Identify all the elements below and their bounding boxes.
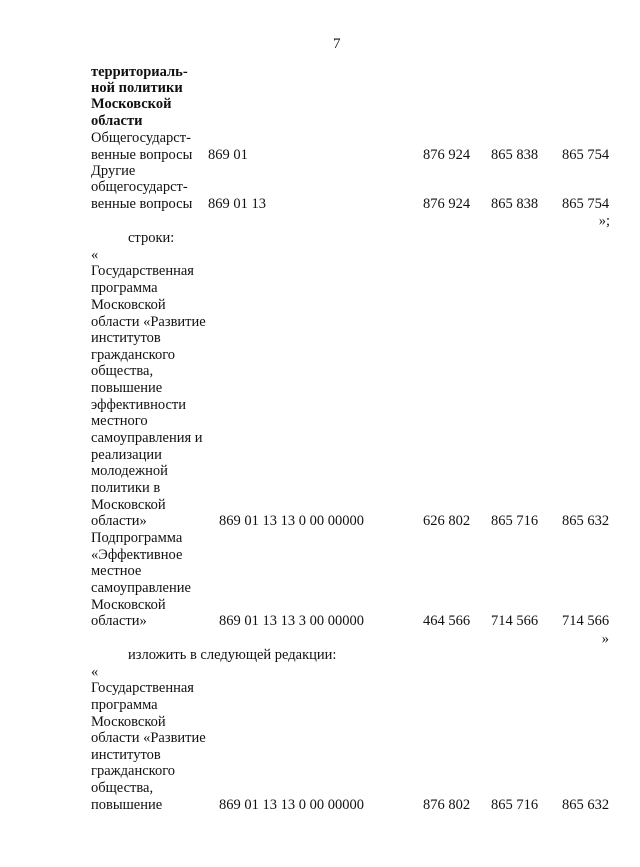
row-name-line: области «Развитие bbox=[91, 730, 206, 746]
row-name-line: общегосударст- bbox=[91, 179, 188, 195]
row-name-line: самоуправление bbox=[91, 580, 191, 596]
row-name-line: венные вопросы bbox=[91, 196, 193, 212]
row-name-line: Государственная bbox=[91, 680, 194, 696]
row-value-1: 876 924 bbox=[423, 147, 471, 163]
row-value-2: 865 838 bbox=[491, 147, 539, 163]
row-name-line: общества, bbox=[91, 363, 154, 379]
row-code: 869 01 bbox=[208, 147, 248, 163]
row-name-line: Другие bbox=[91, 163, 136, 179]
row-name-line: местного bbox=[91, 413, 148, 429]
row-value-3: 714 566 bbox=[562, 613, 610, 629]
row-name-line: повышение bbox=[91, 380, 163, 396]
row-name-line: Московской bbox=[91, 597, 166, 613]
row-value-3: 865 754 bbox=[562, 196, 610, 212]
row-value-3: 865 754 bbox=[562, 147, 610, 163]
open-quote: « bbox=[91, 664, 99, 680]
row-value-3: 865 632 bbox=[562, 797, 610, 813]
row-code: 869 01 13 13 0 00 00000 bbox=[219, 513, 364, 529]
row-name-line: Общегосударст- bbox=[91, 130, 191, 146]
title-line: области bbox=[91, 113, 143, 129]
instruction-text: изложить в следующей редакции: bbox=[128, 647, 337, 663]
row-name-line: самоуправления и bbox=[91, 430, 203, 446]
row-name-line: эффективности bbox=[91, 397, 186, 413]
page-number: 7 bbox=[333, 36, 341, 52]
row-name-line: Подпрограмма bbox=[91, 530, 183, 546]
row-code: 869 01 13 13 0 00 00000 bbox=[219, 797, 364, 813]
row-value-1: 626 802 bbox=[423, 513, 471, 529]
row-name-line: молодежной bbox=[91, 463, 168, 479]
closing-quote: »; bbox=[598, 213, 610, 229]
row-name-line: Московской bbox=[91, 497, 166, 513]
title-line: ной политики bbox=[91, 80, 183, 96]
row-name-line: местное bbox=[91, 563, 142, 579]
row-value-1: 464 566 bbox=[423, 613, 471, 629]
row-code: 869 01 13 bbox=[208, 196, 266, 212]
row-name-line: области «Развитие bbox=[91, 314, 206, 330]
row-value-1: 876 924 bbox=[423, 196, 471, 212]
row-name-line: институтов bbox=[91, 747, 161, 763]
closing-quote: » bbox=[601, 631, 609, 647]
row-name-line: Государственная bbox=[91, 263, 194, 279]
row-name-line: гражданского bbox=[91, 347, 176, 363]
row-value-1: 876 802 bbox=[423, 797, 471, 813]
row-name-line: общества, bbox=[91, 780, 154, 796]
row-value-2: 865 716 bbox=[491, 513, 539, 529]
row-name-line: политики в bbox=[91, 480, 161, 496]
section-label: строки: bbox=[128, 230, 175, 246]
row-name-line: области» bbox=[91, 613, 147, 629]
row-value-3: 865 632 bbox=[562, 513, 610, 529]
title-line: Московской bbox=[91, 96, 172, 112]
row-name-line: «Эффективное bbox=[91, 547, 183, 563]
row-value-2: 714 566 bbox=[491, 613, 539, 629]
row-name-line: реализации bbox=[91, 447, 162, 463]
row-name-line: Московской bbox=[91, 297, 166, 313]
row-name-line: программа bbox=[91, 697, 158, 713]
row-name-line: венные вопросы bbox=[91, 147, 193, 163]
row-name-line: повышение bbox=[91, 797, 163, 813]
row-value-2: 865 838 bbox=[491, 196, 539, 212]
row-value-2: 865 716 bbox=[491, 797, 539, 813]
row-name-line: области» bbox=[91, 513, 147, 529]
row-name-line: программа bbox=[91, 280, 158, 296]
row-code: 869 01 13 13 3 00 00000 bbox=[219, 613, 364, 629]
open-quote: « bbox=[91, 247, 99, 263]
row-name-line: Московской bbox=[91, 714, 166, 730]
row-name-line: институтов bbox=[91, 330, 161, 346]
row-name-line: гражданского bbox=[91, 763, 176, 779]
title-line: территориаль- bbox=[91, 64, 188, 80]
